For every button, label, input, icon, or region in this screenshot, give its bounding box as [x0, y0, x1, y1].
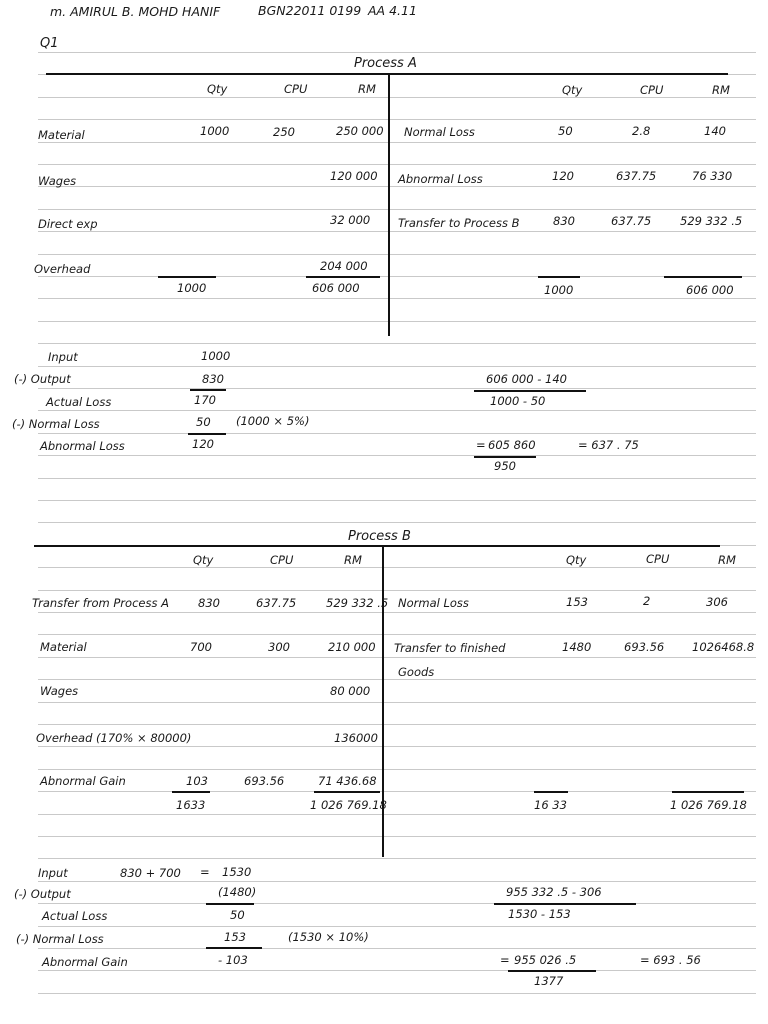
process-b-debit-rm: 136000	[334, 731, 378, 745]
group-code: AA 4.11	[368, 3, 417, 18]
calc-b-fraction1-bar	[494, 903, 636, 905]
calc-b-normal-label: (-) Normal Loss	[16, 932, 104, 946]
ruled-line	[38, 903, 756, 904]
process-a-debit-label: Wages	[38, 174, 77, 188]
calc-b-actual-label: Actual Loss	[42, 909, 108, 923]
process-a-credit-qty: 830	[553, 214, 575, 228]
calc-a-actual-label: Actual Loss	[46, 395, 112, 409]
process-a-debit-rm: 204 000	[320, 259, 368, 273]
calc-b-input-expression: 830 + 700	[120, 866, 181, 880]
ruled-line	[38, 209, 756, 210]
calc-a-result: = 637 . 75	[578, 438, 639, 452]
process-b-credit-rm-underline	[672, 791, 744, 793]
process-b-debit-rm-underline	[314, 791, 380, 793]
student-name: m. AMIRUL B. MOHD HANIF	[50, 4, 221, 19]
process-b-credit-qty-header: Qty	[566, 553, 587, 567]
calc-b-actual-value: 50	[230, 908, 245, 922]
process-a-credit-qty: 50	[558, 124, 573, 138]
ruled-line	[38, 276, 756, 277]
ruled-line	[38, 52, 756, 53]
process-a-debit-label: Material	[38, 128, 85, 142]
process-b-credit-rm-header: RM	[718, 553, 736, 567]
calc-b-normal-note: (1530 × 10%)	[288, 930, 369, 944]
process-a-divider	[388, 73, 390, 336]
process-a-credit-cpu: 2.8	[632, 124, 651, 138]
process-b-title: Process B	[348, 529, 411, 544]
process-a-credit-total-rm: 606 000	[686, 283, 734, 297]
process-b-debit-qty: 103	[186, 774, 208, 788]
process-b-credit-qty-underline	[534, 791, 568, 793]
student-id: BGN22011 0199	[258, 3, 362, 18]
ruled-line	[38, 321, 756, 322]
calc-b-input-label: Input	[38, 866, 68, 880]
calc-a-equals: =	[476, 438, 486, 452]
process-a-top-line	[46, 73, 728, 75]
process-b-debit-qty-underline	[172, 791, 210, 793]
process-a-credit-cpu: 637.75	[611, 214, 652, 228]
process-b-debit-qty-header: Qty	[193, 553, 214, 567]
process-b-debit-rm: 80 000	[330, 684, 371, 698]
process-b-debit-rm: 71 436.68	[318, 774, 377, 788]
process-a-debit-cpu: 250	[273, 125, 295, 139]
ruled-line	[38, 881, 756, 882]
calc-b-gain-value: - 103	[218, 953, 248, 967]
process-b-credit-qty: 153	[566, 595, 588, 609]
process-a-credit-label: Transfer to Process B	[398, 216, 520, 230]
process-b-credit-cpu-header: CPU	[646, 552, 670, 566]
calc-a-normal-underline	[188, 433, 226, 435]
process-b-credit-label-continued: Goods	[398, 665, 435, 679]
process-b-credit-qty: 1480	[562, 640, 592, 654]
ruled-line	[38, 724, 756, 725]
process-a-credit-qty: 120	[552, 169, 574, 183]
ruled-line	[38, 836, 756, 837]
process-a-title: Process A	[354, 56, 417, 71]
calc-b-normal-underline	[206, 947, 262, 949]
ruled-line	[38, 948, 756, 949]
calc-a-fraction1-numerator: 606 000 - 140	[486, 372, 567, 386]
calc-a-input-value: 1000	[201, 349, 231, 363]
process-b-debit-rm: 529 332 .5	[326, 596, 389, 610]
process-b-debit-label: Wages	[40, 684, 79, 698]
ruled-line	[38, 970, 756, 971]
calc-a-fraction2-bar	[474, 456, 536, 458]
ruled-line	[38, 366, 756, 367]
process-b-debit-rm: 210 000	[328, 640, 376, 654]
calc-b-normal-value: 153	[224, 930, 246, 944]
calc-a-abnormal-label: Abnormal Loss	[40, 439, 125, 453]
process-a-debit-rm-header: RM	[358, 82, 376, 96]
ruled-line	[38, 254, 756, 255]
process-b-credit-rm: 306	[706, 595, 728, 609]
process-b-credit-total-qty: 16 33	[534, 798, 567, 812]
process-b-debit-cpu: 300	[268, 640, 290, 654]
process-b-debit-rm-header: RM	[344, 553, 362, 567]
process-a-credit-rm: 529 332 .5	[680, 214, 743, 228]
calc-a-actual-value: 170	[194, 393, 216, 407]
ruled-line	[38, 679, 756, 680]
calc-a-fraction2-denominator: 950	[494, 459, 516, 473]
process-b-debit-label: Transfer from Process A	[32, 596, 169, 610]
ruled-line	[38, 702, 756, 703]
calc-b-fraction1-denominator: 1530 - 153	[508, 907, 571, 921]
ruled-line	[38, 231, 756, 232]
ruled-line	[38, 858, 756, 859]
process-a-credit-qty-header: Qty	[562, 83, 583, 97]
process-b-debit-total-rm: 1 026 769.18	[310, 798, 387, 812]
calc-a-input-label: Input	[48, 350, 78, 364]
process-a-credit-cpu-header: CPU	[640, 83, 664, 97]
ruled-line	[38, 791, 756, 792]
process-a-credit-rm: 76 330	[692, 169, 733, 183]
process-b-debit-cpu: 637.75	[256, 596, 297, 610]
process-a-credit-label: Normal Loss	[404, 125, 475, 139]
process-a-debit-qty: 1000	[200, 124, 230, 138]
calc-a-abnormal-value: 120	[192, 437, 214, 451]
calc-b-fraction2-denominator: 1377	[534, 974, 564, 988]
ruled-line	[38, 97, 756, 98]
ruled-line	[38, 455, 756, 456]
calc-b-gain-label: Abnormal Gain	[42, 955, 128, 969]
ruled-line	[38, 142, 756, 143]
calc-b-output-label: (-) Output	[14, 887, 71, 901]
process-b-debit-qty: 700	[190, 640, 212, 654]
ruled-line	[38, 746, 756, 747]
process-b-credit-label: Transfer to finished	[394, 641, 506, 655]
ruled-line	[38, 410, 756, 411]
ruled-line	[38, 926, 756, 927]
calc-b-fraction1-numerator: 955 332 .5 - 306	[506, 885, 602, 899]
ruled-line	[38, 634, 756, 635]
ruled-line	[38, 298, 756, 299]
process-b-credit-total-rm: 1 026 769.18	[670, 798, 747, 812]
ruled-line	[38, 522, 756, 523]
ruled-line	[38, 186, 756, 187]
ruled-line	[38, 343, 756, 344]
process-a-debit-label: Direct exp	[38, 217, 98, 231]
process-b-credit-cpu: 2	[643, 594, 651, 608]
process-a-credit-total-qty: 1000	[544, 283, 574, 297]
question-number: Q1	[40, 36, 59, 51]
process-a-debit-rm: 32 000	[330, 213, 371, 227]
process-a-debit-total-qty: 1000	[177, 281, 207, 295]
ruled-line	[38, 478, 756, 479]
process-a-credit-rm-header: RM	[712, 83, 730, 97]
calc-b-equals: =	[500, 953, 510, 967]
process-a-credit-rm: 140	[704, 124, 726, 138]
process-a-debit-rm: 120 000	[330, 169, 378, 183]
calc-a-normal-value: 50	[196, 415, 211, 429]
ruled-line	[38, 164, 756, 165]
process-b-credit-label: Normal Loss	[398, 596, 469, 610]
calc-a-output-value: 830	[202, 372, 224, 386]
process-b-debit-label: Material	[40, 640, 87, 654]
calc-a-normal-note: (1000 × 5%)	[236, 414, 310, 428]
calc-a-fraction2-numerator: 605 860	[488, 438, 536, 452]
calc-b-input-value: 1530	[222, 865, 252, 879]
calc-a-normal-label: (-) Normal Loss	[12, 417, 100, 431]
calc-b-fraction2-bar	[508, 970, 596, 972]
process-a-debit-label: Overhead	[34, 262, 91, 276]
calc-a-fraction1-bar	[474, 390, 586, 392]
process-a-credit-qty-underline	[538, 276, 580, 278]
process-a-debit-qty-header: Qty	[207, 82, 228, 96]
calc-b-fraction2-numerator: 955 026 .5	[514, 953, 577, 967]
ruled-line	[38, 993, 756, 994]
process-b-credit-rm: 1026468.8	[692, 640, 755, 654]
process-a-debit-total-rm: 606 000	[312, 281, 360, 295]
process-a-debit-qty-underline	[158, 276, 216, 278]
ruled-line	[38, 500, 756, 501]
calc-b-input-equals: =	[200, 865, 210, 879]
calc-a-fraction1-denominator: 1000 - 50	[490, 394, 546, 408]
ruled-line	[38, 657, 756, 658]
ruled-line	[38, 612, 756, 613]
ruled-line	[38, 433, 756, 434]
ruled-line	[38, 590, 756, 591]
ruled-line	[38, 119, 756, 120]
process-b-credit-cpu: 693.56	[624, 640, 665, 654]
process-b-debit-label: Abnormal Gain	[40, 774, 126, 788]
calc-a-output-label: (-) Output	[14, 372, 71, 386]
ruled-line	[38, 388, 756, 389]
process-a-debit-cpu-header: CPU	[284, 82, 308, 96]
process-a-credit-cpu: 637.75	[616, 169, 657, 183]
calc-b-output-underline	[206, 903, 254, 905]
process-b-debit-cpu: 693.56	[244, 774, 285, 788]
ruled-line	[38, 814, 756, 815]
calc-b-result: = 693 . 56	[640, 953, 701, 967]
process-a-credit-rm-underline	[664, 276, 742, 278]
process-a-debit-rm-underline	[306, 276, 380, 278]
ruled-line	[38, 769, 756, 770]
process-b-top-line	[34, 545, 720, 547]
process-a-credit-label: Abnormal Loss	[398, 172, 483, 186]
calc-a-output-underline	[190, 389, 226, 391]
calc-b-output-value: (1480)	[218, 885, 257, 899]
process-b-debit-cpu-header: CPU	[270, 553, 294, 567]
process-b-debit-qty: 830	[198, 596, 220, 610]
process-a-debit-rm: 250 000	[336, 124, 384, 138]
process-b-debit-label: Overhead (170% × 80000)	[36, 731, 192, 745]
process-b-debit-total-qty: 1633	[176, 798, 206, 812]
ruled-line	[38, 567, 756, 568]
